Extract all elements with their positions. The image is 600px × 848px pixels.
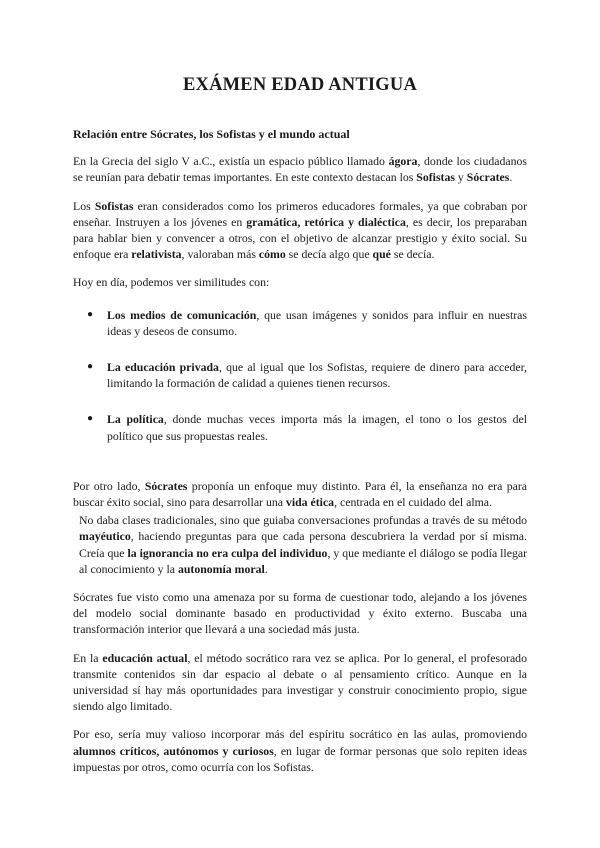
text: se decía algo que [285, 247, 373, 262]
bold-term: educación actual [102, 650, 188, 665]
text: Por otro lado, [73, 478, 145, 493]
text: , haciendo preguntas para que cada persona descubriera la verdad por sí misma. Creía que [79, 529, 527, 560]
text: , donde los ciudadanos se reunían para debatir temas importantes. En este contexto destacan los [73, 154, 527, 185]
bold-term: gramática, retórica y dialéctica [246, 214, 406, 229]
list-item [73, 359, 527, 391]
text: En la [73, 650, 103, 665]
document-body [73, 126, 527, 787]
paragraph-amenaza: Sócrates fue visto como una amenaza por su forma de cuestionar todo, alejando a los jóvenes del modelo social dominante basado en productividad y éxito externo. Buscaba una transformación interior que llevará a una sociedad más justa. [73, 590, 527, 637]
text: , valoraban más [181, 247, 259, 262]
page-title: EXÁMEN EDAD ANTIGUA [182, 75, 418, 95]
list-item [73, 307, 527, 339]
bold-term: alumnos críticos, autónomos y curiosos [73, 743, 274, 758]
bold-term: La política [107, 412, 164, 427]
text: , que al igual que los Sofistas, requiere de dinero para acceder, limitando la formación de calidad a quienes tienen recursos. [107, 360, 527, 391]
paragraph-conclusion [73, 726, 527, 775]
paragraph-sofistas [73, 198, 527, 263]
text: Por eso, sería muy valioso incorporar más del espíritu socrático en las aulas, promoviendo [73, 727, 527, 742]
text: eran considerados como los primeros educadores formales, ya que cobraban por enseñar. Instruyen a los jóvenes en [73, 198, 528, 229]
text: , el método socrático rara vez se aplica. Por lo general, el profesorado transmite contenidos sin dar espacio al debate o al pensamiento crítico. Aunque en la universidad sí hay más oportunidades para investigar y construir conocimiento propio, sigue siendo algo limitado. [73, 650, 527, 714]
bold-term: La educación privada [107, 360, 219, 375]
text: se decía. [390, 247, 435, 262]
section-subtitle: Relación entre Sócrates, los Sofistas y el mundo actual [73, 127, 350, 141]
text: , es decir, los preparaban para hablar bien y convencer a otros, con el objetivo de alcanzar prestigio y éxito social. Su enfoque era [73, 214, 527, 262]
paragraph-intro [73, 153, 527, 185]
bold-term: qué [372, 247, 391, 262]
text: , centrada en el cuidado del alma. [334, 495, 492, 510]
text: , donde muchas veces importa más la imagen, el tono o los gestos del político que sus propuestas reales. [107, 412, 527, 443]
bold-term: Sofistas [94, 198, 134, 213]
bold-term: la ignorancia no era culpa del individuo [127, 545, 328, 560]
paragraph-socrates [73, 478, 527, 510]
text: En la Grecia del siglo V a.C., existía un espacio público llamado [73, 154, 389, 169]
bold-term: Sofistas [416, 170, 455, 185]
bold-term: relativista [131, 247, 182, 262]
list-item [73, 411, 527, 443]
bold-term: autonomía moral [177, 561, 265, 576]
bullet-icon: ● [87, 308, 94, 320]
text: . [509, 170, 513, 185]
bold-term: mayéutico [79, 529, 131, 544]
text: , en lugar de formar personas que solo repiten ideas impuestas por otros, como ocurría con los Sofistas. [73, 743, 527, 774]
text: Los [73, 198, 95, 213]
paragraph-similitudes: Hoy en día, podemos ver similitudes con: [73, 275, 270, 290]
paragraph-metodo [73, 512, 527, 577]
bold-term: ágora [388, 154, 418, 169]
text: , que usan imágenes y sonidos para influir en nuestras ideas y deseos de consumo. [107, 307, 527, 338]
bullet-icon: ● [87, 361, 94, 373]
bold-term: Sócrates [466, 170, 510, 185]
text: . [264, 561, 268, 576]
text: No daba clases tradicionales, sino que guiaba conversaciones profundas a través de su método [79, 513, 527, 528]
bullet-icon: ● [87, 413, 94, 425]
similarities-list [73, 307, 527, 444]
text: proponía un enfoque muy distinto. Para él, la enseñanza no era para buscar éxito social, sino para desarrollar una [73, 478, 527, 510]
bold-term: vida ética [285, 495, 335, 510]
paragraph-educacion-actual [73, 650, 527, 715]
bold-term: cómo [258, 247, 286, 262]
bold-term: Los medios de comunicación [107, 307, 257, 322]
bold-term: Sócrates [144, 478, 188, 493]
text: , y que mediante el diálogo se podía llegar al conocimiento y la [79, 545, 528, 576]
text: y [454, 170, 467, 185]
